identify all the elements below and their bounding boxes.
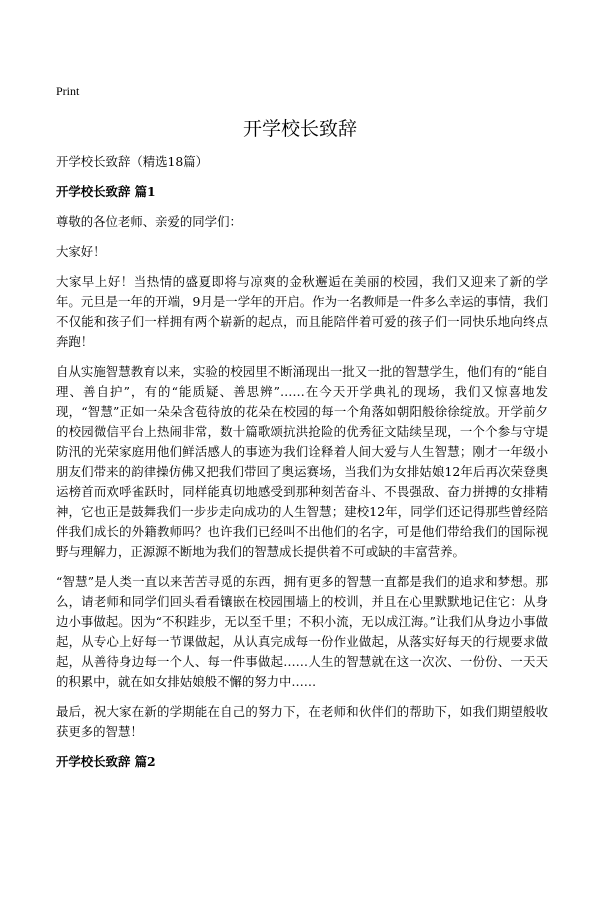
print-label: Print (56, 84, 80, 98)
page-title: 开学校长致辞 (242, 118, 357, 140)
paragraph-wisdom-pursuit: “智慧”是人类一直以来苦苦寻觅的东西，拥有更多的智慧一直都是我们的追求和梦想。那么，请老师和同学们回头看看镶嵌在校园围墙上的校训，并且在心里默默地记住它：从身边小事做起。因为“不积跬步，无以至千里；不积小流，无以成江海。”让我们从身边小事做起，从专心上好每一节课做起，从认真完成每一份作业做起，从落实好每天的行规要求做起，从善待身边每一个人、每一件事做起……人生的智慧就在这一次次、一份份、一天天的积累中，就在如女排姑娘般不懈的努力中…… (56, 574, 548, 689)
section-heading-2: 开学校长致辞 篇2 (56, 754, 156, 769)
salutation: 尊敬的各位老师、亲爱的同学们： (56, 214, 242, 229)
paragraph-intro: 大家早上好！当热情的盛夏即将与凉爽的金秋邂逅在美丽的校园，我们又迎来了新的学年。元旦是一年的开端，9月是一学年的开启。作为一名教师是一件多么幸运的事情，我们不仅能和孩子们一样拥有两个崭新的起点，而且能陪伴着可爱的孩子们一同快乐地向终点奔跑！ (56, 274, 548, 349)
document-body (56, 152, 548, 782)
section-heading-1: 开学校长致辞 篇1 (56, 184, 156, 199)
paragraph-closing: 最后，祝大家在新的学期能在自己的努力下，在老师和伙伴们的帮助下，如我们期望般收获更多的智慧！ (56, 704, 548, 739)
subtitle: 开学校长致辞（精选18篇） (56, 154, 209, 169)
greeting: 大家好！ (56, 244, 106, 259)
paragraph-wisdom-education: 自从实施智慧教育以来，实验的校园里不断涌现出一批又一批的智慧学生，他们有的“能自理、善自护”，有的“能质疑、善思辨”……在今天开学典礼的现场，我们又惊喜地发现，“智慧”正如一朵朵含苞待放的花朵在校园的每一个角落如朝阳般徐徐绽放。开学前夕的校园微信平台上热闹非常，数十篇歌颂抗洪抢险的优秀征文陆续呈现，一个个参与守堤防汛的光荣家庭用他们鲜活感人的事迹为我们诠释着人间大爱与人生智慧；刚才一年级小朋友们带来的韵律操仿佛又把我们带回了奥运赛场，当我们为女排姑娘12年后再次荣登奥运榜首而欢呼雀跃时，同样能真切地感受到那种刻苦奋斗、不畏强敌、奋力拼搏的女排精神，它也正是鼓舞我们一步步走向成功的人生智慧；建校12年，同学们还记得那些曾经陪伴我们成长的外籍教师吗？也许我们已经叫不出他们的名字，可是他们带给我们的国际视野与理解力，正源源不断地为我们的智慧成长提供着不可或缺的丰富营养。 (56, 364, 548, 559)
